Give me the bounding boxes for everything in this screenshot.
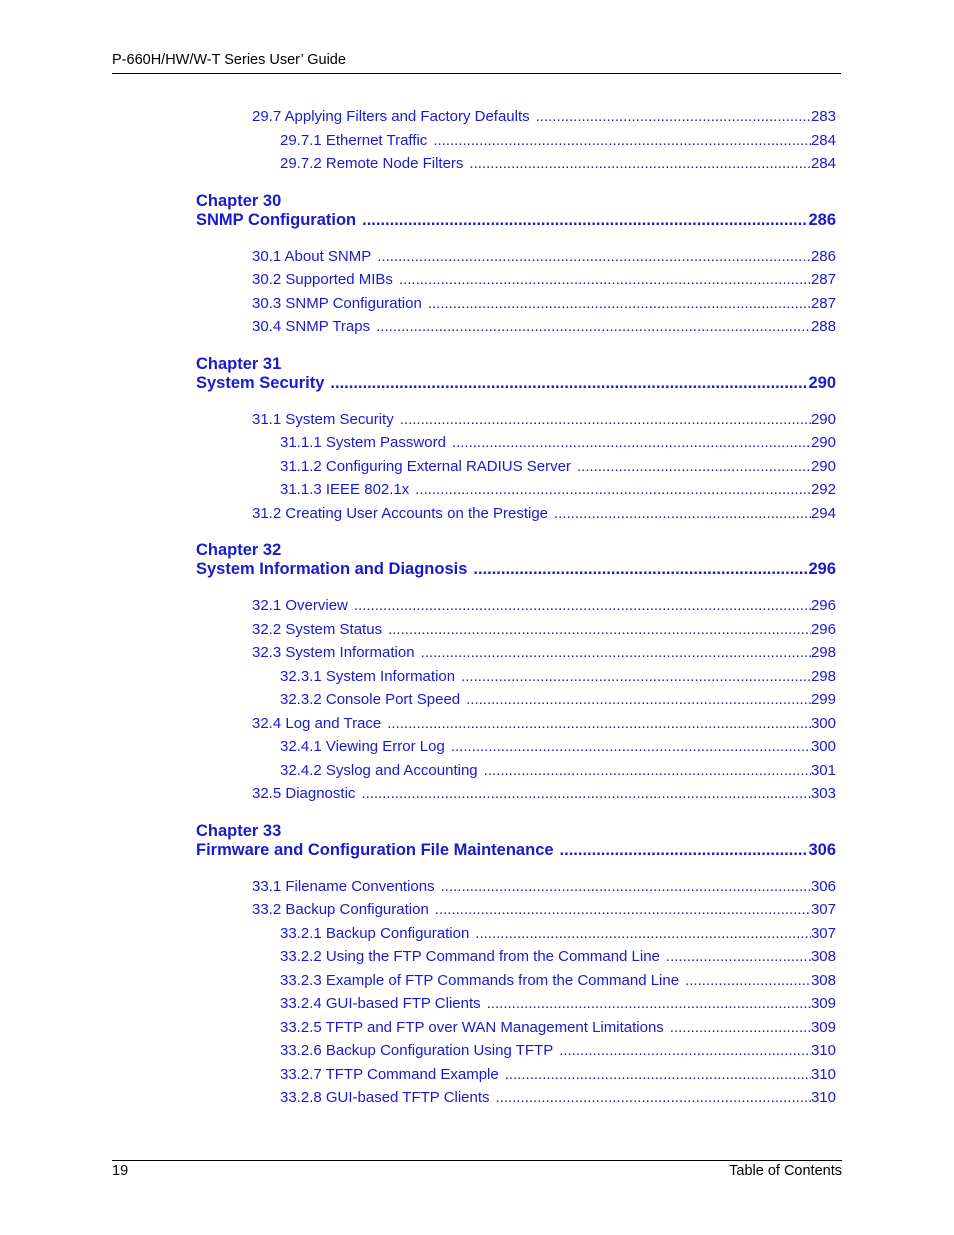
entry-title: 32.4.1 Viewing Error Log xyxy=(280,738,445,755)
page-number: 19 xyxy=(112,1163,129,1179)
dot-leader xyxy=(473,560,808,579)
toc-section-entry[interactable] xyxy=(252,784,836,803)
dot-leader xyxy=(361,784,811,803)
dot-leader xyxy=(505,1065,811,1084)
chapter-page-number: 290 xyxy=(808,373,836,392)
entry-page-number: 298 xyxy=(810,644,836,661)
entry-title: 32.3.2 Console Port Speed xyxy=(280,691,461,708)
chapter-title-entry[interactable] xyxy=(196,841,836,860)
chapter-number[interactable]: Chapter 30 xyxy=(196,191,282,210)
chapter-title: System Security xyxy=(196,373,325,392)
toc-subsection-entry[interactable] xyxy=(280,1041,836,1060)
entry-page-number: 284 xyxy=(810,155,836,172)
dot-leader xyxy=(441,877,811,896)
entry-page-number: 308 xyxy=(810,971,836,989)
entry-page-number: 306 xyxy=(810,877,836,895)
entry-title: 29.7.2 Remote Node Filters xyxy=(280,155,464,172)
entry-page-number: 310 xyxy=(810,1065,836,1083)
dot-leader xyxy=(484,761,811,780)
toc-section-entry[interactable] xyxy=(252,247,836,266)
chapter-title: System Information and Diagnosis xyxy=(196,560,468,578)
entry-page-number: 290 xyxy=(810,457,836,475)
toc-section-entry[interactable] xyxy=(252,596,836,615)
toc-subsection-entry[interactable] xyxy=(280,924,836,943)
entry-title: 33.2 Backup Configuration xyxy=(252,901,429,918)
chapter-title-entry[interactable] xyxy=(196,560,836,579)
dot-leader xyxy=(536,107,811,126)
entry-page-number: 300 xyxy=(810,714,836,732)
dot-leader xyxy=(451,737,811,756)
chapter-title-entry[interactable] xyxy=(196,211,836,230)
toc-subsection-entry[interactable] xyxy=(280,1088,836,1107)
entry-title: 30.2 Supported MIBs xyxy=(252,271,393,288)
chapter-title: SNMP Configuration xyxy=(196,210,357,229)
dot-leader xyxy=(435,900,811,919)
entry-page-number: 288 xyxy=(810,318,836,335)
entry-title: 30.1 About SNMP xyxy=(252,247,372,265)
toc-subsection-entry[interactable] xyxy=(280,761,836,780)
toc-subsection-entry[interactable] xyxy=(280,457,836,476)
dot-leader xyxy=(433,131,811,150)
toc-section-entry[interactable] xyxy=(252,317,836,336)
toc-subsection-entry[interactable] xyxy=(280,667,836,686)
entry-title: 33.1 Filename Conventions xyxy=(252,877,435,895)
entry-page-number: 283 xyxy=(810,108,836,125)
entry-title: 31.1.3 IEEE 802.1x xyxy=(280,481,410,498)
dot-leader xyxy=(487,994,811,1013)
entry-title: 30.4 SNMP Traps xyxy=(252,318,371,335)
entry-title: 29.7.1 Ethernet Traffic xyxy=(280,131,428,149)
dot-leader xyxy=(554,504,811,523)
dot-leader xyxy=(577,457,811,476)
dot-leader xyxy=(376,317,811,336)
entry-page-number: 290 xyxy=(810,410,836,428)
dot-leader xyxy=(559,1041,811,1060)
footer-section-title: Table of Contents xyxy=(729,1163,842,1179)
chapter-number[interactable]: Chapter 33 xyxy=(196,821,282,840)
entry-page-number: 301 xyxy=(810,761,836,779)
dot-leader xyxy=(466,690,811,709)
toc-section-entry[interactable] xyxy=(252,900,836,919)
toc-section-entry[interactable] xyxy=(252,107,836,126)
dot-leader xyxy=(377,247,811,266)
toc-section-entry[interactable] xyxy=(252,714,836,733)
entry-title: 33.2.4 GUI-based FTP Clients xyxy=(280,995,481,1012)
toc-subsection-entry[interactable] xyxy=(280,994,836,1013)
entry-title: 33.2.5 TFTP and FTP over WAN Management Limitations xyxy=(280,1018,664,1036)
toc-section-entry[interactable] xyxy=(252,643,836,662)
dot-leader xyxy=(388,620,811,639)
toc-subsection-entry[interactable] xyxy=(280,737,836,756)
entry-page-number: 299 xyxy=(810,691,836,708)
entry-title: 31.2 Creating User Accounts on the Prestige xyxy=(252,504,549,522)
dot-leader xyxy=(469,154,811,173)
entry-title: 30.3 SNMP Configuration xyxy=(252,294,422,312)
entry-page-number: 309 xyxy=(810,995,836,1012)
entry-page-number: 310 xyxy=(810,1042,836,1059)
entry-page-number: 308 xyxy=(810,948,836,965)
entry-title: 33.2.6 Backup Configuration Using TFTP xyxy=(280,1042,554,1059)
entry-title: 32.5 Diagnostic xyxy=(252,785,356,802)
toc-section-entry[interactable] xyxy=(252,270,836,289)
entry-title: 31.1.1 System Password xyxy=(280,434,446,451)
entry-page-number: 287 xyxy=(810,271,836,288)
dot-leader xyxy=(496,1088,811,1107)
toc-section-entry[interactable] xyxy=(252,620,836,639)
toc-subsection-entry[interactable] xyxy=(280,1065,836,1084)
entry-page-number: 296 xyxy=(810,620,836,638)
dot-leader xyxy=(400,410,811,429)
toc-subsection-entry[interactable] xyxy=(280,690,836,709)
toc-subsection-entry[interactable] xyxy=(280,154,836,173)
chapter-title-entry[interactable] xyxy=(196,374,836,393)
toc-subsection-entry[interactable] xyxy=(280,433,836,452)
entry-title: 32.4.2 Syslog and Accounting xyxy=(280,761,478,779)
toc-subsection-entry[interactable] xyxy=(280,131,836,150)
entry-page-number: 284 xyxy=(810,131,836,149)
chapter-page-number: 306 xyxy=(808,840,836,859)
entry-page-number: 287 xyxy=(810,294,836,312)
entry-page-number: 286 xyxy=(810,247,836,265)
entry-page-number: 300 xyxy=(810,738,836,755)
page-footer xyxy=(112,1160,842,1179)
entry-title: 32.3 System Information xyxy=(252,644,415,661)
entry-page-number: 296 xyxy=(810,597,836,614)
dot-leader xyxy=(452,433,811,452)
toc-subsection-entry[interactable] xyxy=(280,947,836,966)
entry-title: 32.1 Overview xyxy=(252,597,348,614)
chapter-number[interactable]: Chapter 32 xyxy=(196,541,282,559)
dot-leader xyxy=(428,294,811,313)
entry-page-number: 307 xyxy=(810,924,836,942)
entry-page-number: 290 xyxy=(810,434,836,451)
toc-section-entry[interactable] xyxy=(252,410,836,429)
dot-leader xyxy=(362,211,808,230)
toc-section-entry[interactable] xyxy=(252,294,836,313)
dot-leader xyxy=(387,714,811,733)
dot-leader xyxy=(415,480,811,499)
entry-page-number: 307 xyxy=(810,901,836,918)
dot-leader xyxy=(475,924,811,943)
entry-title: 29.7 Applying Filters and Factory Defaults xyxy=(252,108,530,125)
entry-title: 31.1.2 Configuring External RADIUS Server xyxy=(280,457,571,475)
entry-title: 33.2.1 Backup Configuration xyxy=(280,924,470,942)
entry-title: 31.1 System Security xyxy=(252,410,394,428)
entry-title: 32.4 Log and Trace xyxy=(252,714,382,732)
dot-leader xyxy=(399,270,811,289)
entry-page-number: 309 xyxy=(810,1018,836,1036)
chapter-number[interactable]: Chapter 31 xyxy=(196,354,282,373)
chapter-title: Firmware and Configuration File Maintenance xyxy=(196,840,554,859)
entry-title: 33.2.8 GUI-based TFTP Clients xyxy=(280,1089,490,1106)
entry-page-number: 292 xyxy=(810,481,836,498)
chapter-page-number: 296 xyxy=(808,560,836,578)
entry-page-number: 310 xyxy=(810,1089,836,1106)
document-title: P-660H/HW/W-T Series User’ Guide xyxy=(112,52,346,68)
entry-title: 33.2.3 Example of FTP Commands from the Command Line xyxy=(280,971,680,989)
dot-leader xyxy=(670,1018,811,1037)
page-header xyxy=(112,50,841,74)
toc-subsection-entry[interactable] xyxy=(280,1018,836,1037)
toc-subsection-entry[interactable] xyxy=(280,480,836,499)
entry-title: 33.2.7 TFTP Command Example xyxy=(280,1065,499,1083)
toc-section-entry[interactable] xyxy=(252,877,836,896)
entry-page-number: 294 xyxy=(810,504,836,522)
entry-page-number: 298 xyxy=(810,667,836,685)
dot-leader xyxy=(354,596,811,615)
dot-leader xyxy=(685,971,811,990)
dot-leader xyxy=(560,841,809,860)
entry-title: 32.3.1 System Information xyxy=(280,667,456,685)
entry-page-number: 303 xyxy=(810,785,836,802)
entry-title: 32.2 System Status xyxy=(252,620,383,638)
entry-title: 33.2.2 Using the FTP Command from the Command Line xyxy=(280,948,660,965)
dot-leader xyxy=(666,947,811,966)
dot-leader xyxy=(461,667,811,686)
toc-section-entry[interactable] xyxy=(252,504,836,523)
toc-subsection-entry[interactable] xyxy=(280,971,836,990)
chapter-page-number: 286 xyxy=(808,210,836,229)
dot-leader xyxy=(421,643,811,662)
dot-leader xyxy=(330,374,808,393)
